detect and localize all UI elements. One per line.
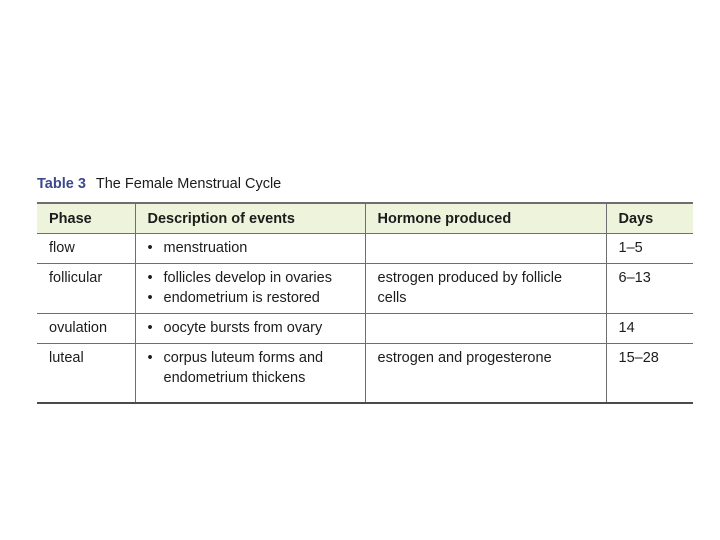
event-item: • menstruation	[148, 238, 353, 258]
events-cell	[135, 234, 365, 264]
table-row	[37, 234, 693, 264]
days-cell: 1–5	[606, 234, 693, 264]
event-item: • oocyte bursts from ovary	[148, 318, 353, 338]
days-cell: 14	[606, 314, 693, 344]
table-row	[37, 314, 693, 344]
menstrual-cycle-table	[37, 202, 693, 404]
event-item: • endometrium is restored	[148, 288, 353, 308]
header-days: Days	[606, 203, 693, 234]
hormone-cell	[365, 314, 606, 344]
phase-cell: follicular	[37, 264, 135, 314]
table-number: Table 3	[37, 176, 86, 192]
event-item: • corpus luteum forms and endometrium thickens	[148, 348, 353, 388]
table-title: The Female Menstrual Cycle	[95, 176, 282, 192]
hormone-cell	[365, 234, 606, 264]
events-cell	[135, 344, 365, 404]
table-row	[37, 344, 693, 404]
header-description: Description of events	[135, 203, 365, 234]
event-item: • follicles develop in ovaries	[148, 268, 353, 288]
hormone-cell: estrogen and progesterone	[365, 344, 606, 404]
table-header-row	[37, 203, 693, 234]
events-cell	[135, 264, 365, 314]
table-caption	[37, 176, 281, 192]
phase-cell: ovulation	[37, 314, 135, 344]
days-cell: 15–28	[606, 344, 693, 404]
phase-cell: flow	[37, 234, 135, 264]
events-cell	[135, 314, 365, 344]
days-cell: 6–13	[606, 264, 693, 314]
header-hormone: Hormone produced	[365, 203, 606, 234]
header-phase: Phase	[37, 203, 135, 234]
hormone-cell: estrogen produced by follicle cells	[365, 264, 606, 314]
table-row	[37, 264, 693, 314]
phase-cell: luteal	[37, 344, 135, 404]
